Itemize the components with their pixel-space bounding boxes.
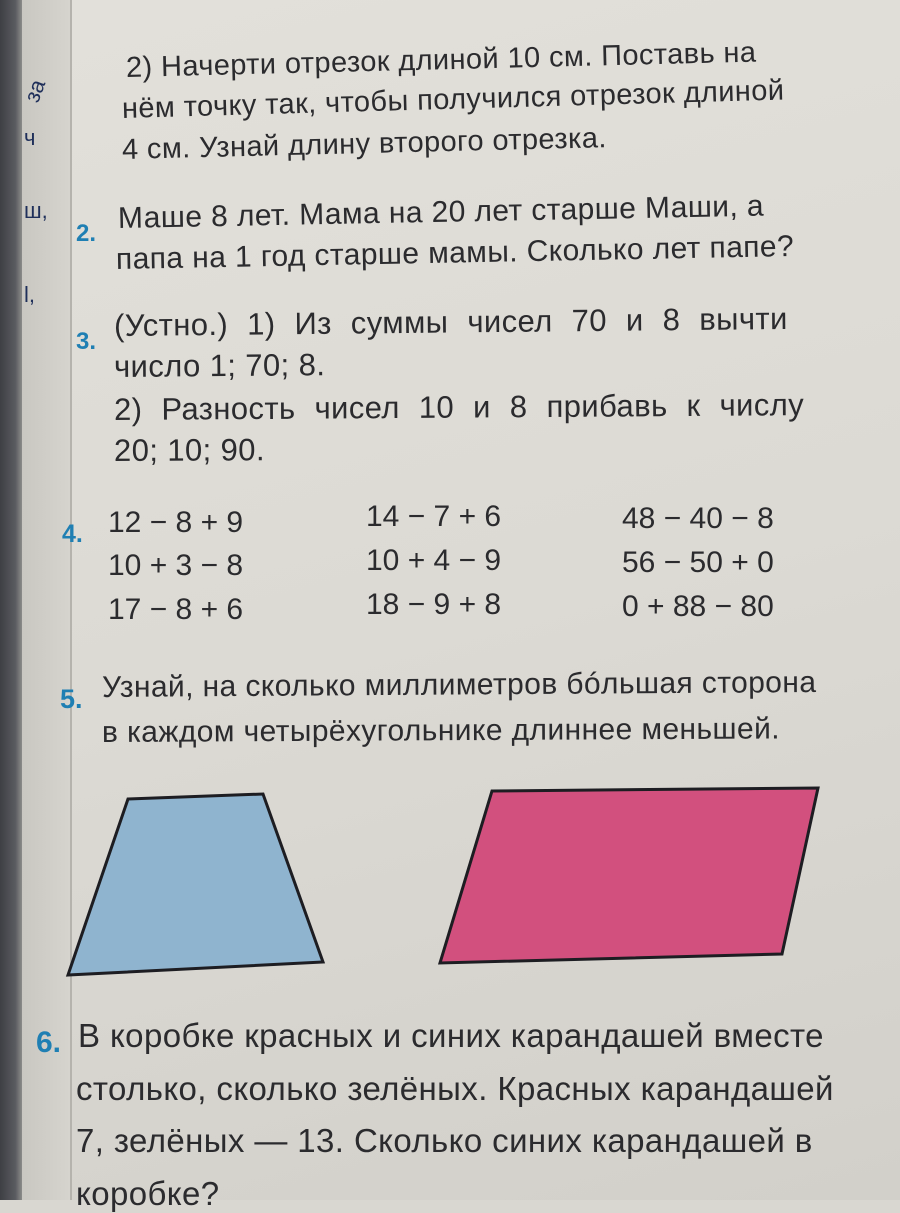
expression: 56 − 50 + 0: [622, 546, 774, 579]
task-6-line: В коробке красных и синих карандашей вместе: [78, 1017, 824, 1054]
margin-text: l,: [24, 282, 35, 307]
expression: 10 + 4 − 9: [366, 544, 502, 577]
task-3-line: число 1; 70; 8.: [113, 347, 326, 384]
task-number: 5.: [60, 684, 83, 714]
task-number: 3.: [76, 328, 97, 355]
expression: 0 + 88 − 80: [622, 590, 774, 623]
expression: 14 − 7 + 6: [366, 500, 502, 533]
task-3-line: 2) Разность чисел 10 и 8 прибавь к числу: [113, 387, 805, 427]
margin-text: ш,: [24, 198, 48, 223]
expression: 10 + 3 − 8: [108, 549, 244, 582]
parallelogram-shape: [440, 788, 818, 963]
task-6-line: столько, сколько зелёных. Красных карандашей: [76, 1070, 834, 1107]
expression: 48 − 40 − 8: [622, 502, 774, 535]
task-3-line: (Устно.) 1) Из суммы чисел 70 и 8 вычти: [113, 300, 788, 343]
task-1-line: 4 см. Узнай длину второго отрезка.: [121, 122, 608, 166]
margin-text: за: [19, 76, 51, 106]
task-2-line: Маше 8 лет. Мама на 20 лет старше Маши, а: [117, 189, 765, 235]
expression: 12 − 8 + 9: [108, 506, 244, 539]
task-2-line: папа на 1 год старше мамы. Сколько лет папе?: [115, 229, 795, 276]
task-1-line: 2) Начерти отрезок длиной 10 см. Поставь на: [125, 36, 757, 84]
trapezoid-shape: [68, 794, 323, 975]
expression: 17 − 8 + 6: [108, 593, 244, 626]
task-number: 2.: [76, 220, 97, 247]
margin-text: ч: [24, 125, 36, 150]
task-number: 4.: [62, 520, 83, 548]
task-5-line: в каждом четырёхугольнике длиннее меньшей.: [101, 712, 781, 749]
task-6-line: коробке?: [76, 1175, 220, 1212]
task-number: 6.: [36, 1026, 62, 1059]
task-3-line: 20; 10; 90.: [113, 432, 266, 468]
task-6-line: 7, зелёных — 13. Сколько синих карандашей в: [76, 1122, 813, 1159]
expression: 18 − 9 + 8: [366, 588, 502, 621]
task-1-line: нём точку так, чтобы получился отрезок длиной: [121, 74, 785, 125]
task-5-line: Узнай, на сколько миллиметров бóльшая сторона: [101, 666, 817, 704]
